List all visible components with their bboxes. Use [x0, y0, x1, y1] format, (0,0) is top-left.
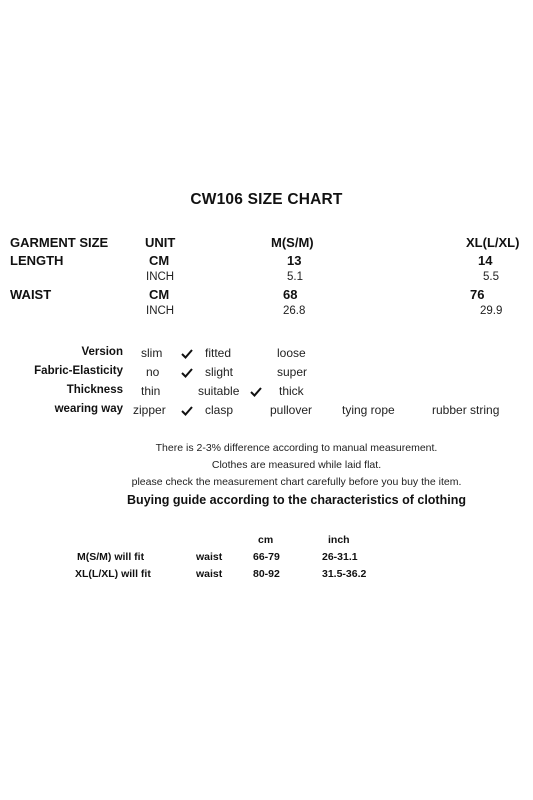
row-label-waist: WAIST	[10, 287, 52, 302]
checkmark-icon	[181, 349, 193, 359]
length-inch-m: 5.1	[287, 271, 303, 283]
chart-title: CW106 SIZE CHART	[190, 191, 343, 208]
option-loose: loose	[277, 346, 306, 360]
option-clasp: clasp	[205, 403, 234, 417]
attr-label-version: Version	[81, 346, 123, 358]
buying-guide-title: Buying guide according to the characteristics of clothing	[127, 493, 466, 507]
fit-inch: 31.5-36.2	[322, 568, 367, 580]
attr-label-wearing-way: wearing way	[54, 403, 123, 415]
option-fitted: fitted	[205, 346, 232, 360]
checkmark-icon	[250, 387, 262, 397]
note-line: Clothes are measured while laid flat.	[211, 459, 382, 471]
waist-cm-m: 68	[283, 287, 298, 302]
option-rubber-string: rubber string	[432, 403, 500, 417]
unit-inch: INCH	[146, 271, 175, 283]
col-header-inch: inch	[328, 534, 350, 546]
length-cm-m: 13	[287, 253, 302, 268]
attr-label-thickness: Thickness	[66, 384, 123, 396]
option-tying-rope: tying rope	[342, 403, 395, 417]
header-size-m: M(S/M)	[271, 235, 314, 250]
option-pullover: pullover	[270, 403, 313, 417]
checkmark-icon	[181, 406, 193, 416]
fit-size-label: M(S/M) will fit	[77, 551, 145, 563]
header-unit: UNIT	[145, 235, 176, 250]
checkmark-icon	[181, 368, 193, 378]
option-suitable: suitable	[198, 384, 240, 398]
fit-cm: 66-79	[253, 551, 280, 563]
unit-inch: INCH	[146, 305, 175, 317]
note-line: please check the measurement chart carefully before you buy the item.	[131, 476, 462, 488]
option-no: no	[146, 365, 160, 379]
waist-cm-xl: 76	[470, 287, 485, 302]
waist-inch-m: 26.8	[283, 305, 306, 317]
option-thick: thick	[279, 384, 304, 398]
attr-label-fabric-elasticity: Fabric-Elasticity	[34, 365, 123, 377]
option-slim: slim	[141, 346, 163, 360]
fit-part: waist	[196, 551, 223, 563]
fit-cm: 80-92	[253, 568, 280, 580]
header-garment-size: GARMENT SIZE	[10, 235, 109, 250]
option-slight: slight	[205, 365, 234, 379]
option-thin: thin	[141, 384, 161, 398]
col-header-cm: cm	[258, 534, 274, 546]
fit-size-label: XL(L/XL) will fit	[75, 568, 151, 580]
length-cm-xl: 14	[478, 253, 493, 268]
fit-inch: 26-31.1	[322, 551, 358, 563]
unit-cm: CM	[149, 253, 170, 268]
length-inch-xl: 5.5	[483, 271, 499, 283]
row-label-length: LENGTH	[10, 253, 64, 268]
unit-cm: CM	[149, 287, 170, 302]
fit-part: waist	[196, 568, 223, 580]
option-super: super	[277, 365, 308, 379]
option-zipper: zipper	[133, 403, 166, 417]
header-size-xl: XL(L/XL)	[466, 235, 520, 250]
waist-inch-xl: 29.9	[480, 305, 503, 317]
note-line: There is 2-3% difference according to manual measurement.	[155, 442, 438, 454]
